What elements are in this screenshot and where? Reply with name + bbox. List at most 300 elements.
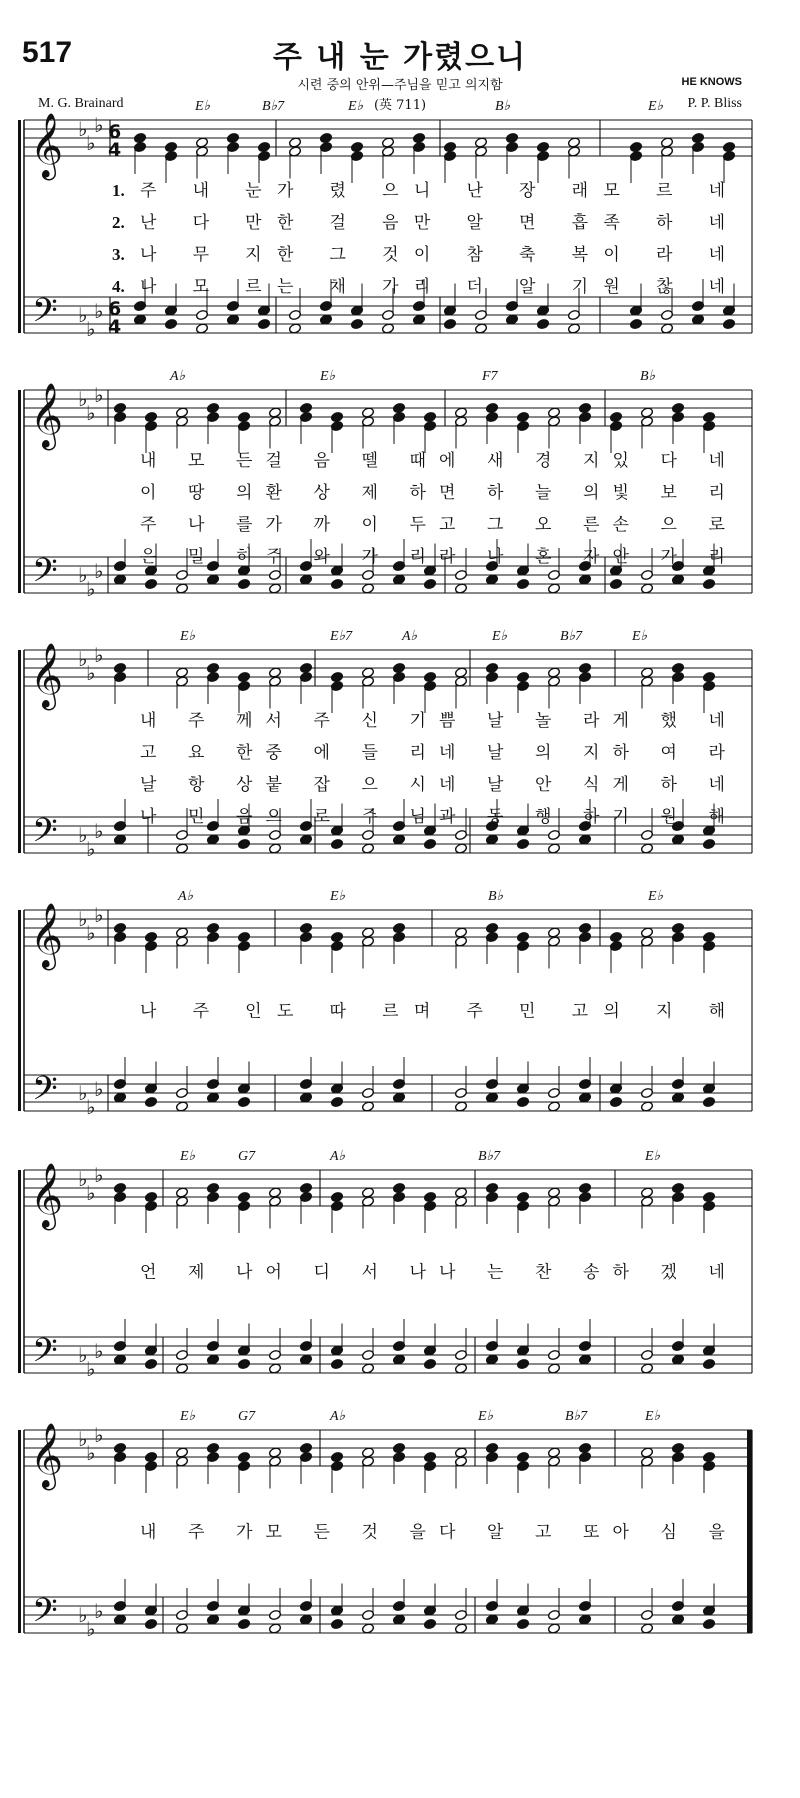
key-flat-icon: ♭ [94, 299, 104, 323]
quarter-note-head [113, 834, 126, 845]
key-flat-icon: ♭ [94, 1423, 104, 1447]
lyric-line: 나 모 르는 채 가리 더 알 기원 찮 네 [140, 277, 725, 297]
quarter-note-head [609, 1096, 622, 1107]
quarter-note-head [671, 1614, 684, 1625]
quarter-note-head [485, 1182, 498, 1193]
quarter-note-head [144, 931, 157, 942]
quarter-note-head [206, 1614, 219, 1625]
quarter-note-head [423, 578, 436, 589]
lyric-line: 언 제 나어 디 서 나나 는 찬 송하 겠 네 [140, 1262, 725, 1283]
chord-symbol: E♭ [348, 99, 364, 114]
quarter-note-head [578, 834, 591, 845]
quarter-note-head [609, 931, 622, 942]
key-flat-icon: ♭ [78, 387, 88, 411]
quarter-note-head [671, 574, 684, 585]
quarter-note-head [392, 834, 405, 845]
key-flat-icon: ♭ [94, 903, 104, 927]
half-note-head [640, 583, 653, 594]
quarter-note-head [206, 1442, 219, 1453]
treble-clef-icon: 𝄞 [30, 1163, 64, 1228]
quarter-note-head [392, 662, 405, 673]
bass-clef-icon: 𝄢 [32, 1332, 58, 1378]
quarter-note-head [578, 402, 591, 413]
quarter-note-head [485, 1092, 498, 1103]
quarter-note-head [671, 922, 684, 933]
half-note-head [268, 583, 281, 594]
quarter-note-head [299, 922, 312, 933]
bass-staff [24, 1579, 752, 1641]
quarter-note-head [113, 402, 126, 413]
bass-staff [24, 1057, 752, 1119]
chord-symbol: E♭ [180, 1149, 196, 1164]
key-flat-icon: ♭ [94, 559, 104, 583]
quarter-note-head [237, 838, 250, 849]
quarter-note-head [350, 318, 363, 329]
chord-symbol: E♭ [648, 889, 664, 904]
key-flat-icon: ♭ [94, 819, 104, 843]
half-note-head [268, 1447, 281, 1458]
half-note-head [547, 1363, 560, 1374]
quarter-note-head [702, 578, 715, 589]
chord-symbol: B♭7 [262, 99, 285, 114]
quarter-note-head [485, 574, 498, 585]
quarter-note-head [691, 314, 704, 325]
system-bracket [18, 1170, 21, 1373]
half-note-head [547, 1623, 560, 1634]
half-note-head [640, 667, 653, 678]
composer-credit: P. P. Bliss [687, 96, 742, 111]
quarter-note-head [516, 838, 529, 849]
half-note-head [175, 583, 188, 594]
lyric-line: 나 주 인도 따 르며 주 민 고의 지 해 [140, 1001, 725, 1022]
half-note-head [175, 843, 188, 854]
half-note-head [175, 1623, 188, 1634]
half-note-head [454, 667, 467, 678]
lyric-line: 고 요 한중 에 들 리네 날 의 지하 여 라 [140, 743, 725, 763]
half-note-head [268, 1623, 281, 1634]
quarter-note-head [237, 931, 250, 942]
lyric-line: 나 무 지한 그 것이 참 축 복이 라 네 [140, 245, 725, 265]
quarter-note-head [113, 922, 126, 933]
half-note-head [640, 1187, 653, 1198]
quarter-note-head [144, 411, 157, 422]
half-note-head [547, 1187, 560, 1198]
quarter-note-head [113, 1614, 126, 1625]
system-bracket [18, 650, 21, 853]
quarter-note-head [578, 574, 591, 585]
quarter-note-head [485, 922, 498, 933]
key-flat-icon: ♭ [94, 1339, 104, 1363]
quarter-note-head [423, 838, 436, 849]
half-note-head [454, 927, 467, 938]
time-signature-top: 6 [108, 298, 122, 320]
chord-symbol: E♭ [645, 1409, 661, 1424]
treble-clef-icon: 𝄞 [30, 113, 64, 178]
half-note-head [640, 843, 653, 854]
quarter-note-head [237, 1618, 250, 1629]
half-note-head [361, 1101, 374, 1112]
half-note-head [195, 323, 208, 334]
half-note-head [175, 1447, 188, 1458]
quarter-note-head [330, 838, 343, 849]
half-note-head [288, 137, 301, 148]
half-note-head [454, 1363, 467, 1374]
quarter-note-head [722, 141, 735, 152]
half-note-head [454, 1623, 467, 1634]
half-note-head [454, 1187, 467, 1198]
chord-symbol: B♭ [640, 369, 656, 384]
quarter-note-head [113, 574, 126, 585]
quarter-note-head [702, 1358, 715, 1369]
half-note-head [640, 1101, 653, 1112]
half-note-head [175, 667, 188, 678]
english-title-tag: HE KNOWS [681, 76, 742, 88]
system-bracket [18, 910, 21, 1111]
quarter-note-head [113, 1092, 126, 1103]
quarter-note-head [485, 662, 498, 673]
quarter-note-head [319, 314, 332, 325]
quarter-note-head [578, 1354, 591, 1365]
half-note-head [640, 1623, 653, 1634]
quarter-note-head [113, 1442, 126, 1453]
quarter-note-head [299, 1614, 312, 1625]
chord-symbol: F7 [482, 369, 498, 384]
quarter-note-head [578, 1442, 591, 1453]
quarter-note-head [516, 1618, 529, 1629]
quarter-note-head [392, 1354, 405, 1365]
quarter-note-head [423, 671, 436, 682]
chord-symbol: E♭ [648, 99, 664, 114]
key-flat-icon: ♭ [86, 577, 96, 601]
quarter-note-head [443, 141, 456, 152]
chord-symbol: A♭ [402, 629, 418, 644]
quarter-note-head [516, 1191, 529, 1202]
quarter-note-head [237, 1358, 250, 1369]
half-note-head [268, 667, 281, 678]
quarter-note-head [206, 1092, 219, 1103]
half-note-head [454, 1101, 467, 1112]
quarter-note-head [412, 314, 425, 325]
quarter-note-head [133, 314, 146, 325]
key-flat-icon: ♭ [86, 1357, 96, 1381]
half-note-head [175, 1363, 188, 1374]
half-note-head [361, 1363, 374, 1374]
key-flat-icon: ♭ [86, 1095, 96, 1119]
quarter-note-head [609, 411, 622, 422]
bass-clef-icon: 𝄢 [32, 812, 58, 858]
quarter-note-head [237, 1096, 250, 1107]
quarter-note-head [237, 411, 250, 422]
quarter-note-head [299, 1182, 312, 1193]
half-note-head [175, 407, 188, 418]
quarter-note-head [485, 1614, 498, 1625]
quarter-note-head [722, 318, 735, 329]
lyric-line: 나 민 음으 로 주 님과 동 행 하기 원 해 [140, 807, 725, 827]
half-note-head [381, 323, 394, 334]
key-flat-icon: ♭ [78, 1343, 88, 1367]
hymn-subtitle: 시련 중의 안위—주님을 믿고 의지함 [297, 78, 503, 93]
quarter-note-head [392, 402, 405, 413]
lyric-line: 내 모 든걸 음 뗄 때에 새 경 지있 다 네 [140, 451, 725, 471]
quarter-note-head [485, 834, 498, 845]
key-flat-icon: ♭ [86, 317, 96, 341]
chord-symbol: A♭ [330, 1149, 346, 1164]
quarter-note-head [237, 578, 250, 589]
key-flat-icon: ♭ [94, 643, 104, 667]
key-flat-icon: ♭ [86, 131, 96, 155]
time-signature-bottom: 4 [108, 139, 122, 161]
quarter-note-head [330, 1451, 343, 1462]
chord-symbol: E♭ [180, 629, 196, 644]
lyric-line: 은 밀 히주 와 가 리라 나 혼 자안 가 리 [140, 547, 725, 567]
treble-clef-icon: 𝄞 [30, 383, 64, 448]
quarter-note-head [164, 141, 177, 152]
half-note-head [361, 667, 374, 678]
quarter-note-head [578, 922, 591, 933]
chord-symbol: G7 [238, 1409, 256, 1424]
hymn-number: 517 [22, 36, 73, 69]
chord-symbol: E♭ [492, 629, 508, 644]
half-note-head [660, 137, 673, 148]
quarter-note-head [299, 402, 312, 413]
key-flat-icon: ♭ [78, 647, 88, 671]
quarter-note-head [516, 931, 529, 942]
quarter-note-head [516, 578, 529, 589]
key-flat-icon: ♭ [86, 1181, 96, 1205]
treble-clef-icon: 𝄞 [30, 643, 64, 708]
verse-number: 1. [112, 181, 125, 200]
half-note-head [547, 407, 560, 418]
chord-symbol: G7 [238, 1149, 256, 1164]
verse-number: 3. [112, 245, 125, 264]
half-note-head [547, 583, 560, 594]
quarter-note-head [609, 578, 622, 589]
key-flat-icon: ♭ [86, 921, 96, 945]
quarter-note-head [299, 1354, 312, 1365]
quarter-note-head [423, 411, 436, 422]
quarter-note-head [702, 1618, 715, 1629]
quarter-note-head [443, 318, 456, 329]
quarter-note-head [516, 1358, 529, 1369]
half-note-head [547, 927, 560, 938]
time-signature-bottom: 4 [108, 316, 122, 338]
key-flat-icon: ♭ [86, 401, 96, 425]
half-note-head [640, 927, 653, 938]
quarter-note-head [485, 1354, 498, 1365]
quarter-note-head [671, 1092, 684, 1103]
half-note-head [361, 407, 374, 418]
system-bracket [18, 120, 21, 333]
half-note-head [547, 1101, 560, 1112]
quarter-note-head [330, 578, 343, 589]
chord-symbol: B♭ [488, 889, 504, 904]
quarter-note-head [164, 318, 177, 329]
half-note-head [454, 583, 467, 594]
quarter-note-head [257, 318, 270, 329]
chord-symbol: B♭7 [478, 1149, 501, 1164]
quarter-note-head [237, 1191, 250, 1202]
quarter-note-head [485, 1442, 498, 1453]
quarter-note-head [113, 1182, 126, 1193]
quarter-note-head [257, 141, 270, 152]
half-note-head [361, 843, 374, 854]
quarter-note-head [702, 1191, 715, 1202]
quarter-note-head [578, 1092, 591, 1103]
half-note-head [361, 583, 374, 594]
quarter-note-head [299, 574, 312, 585]
quarter-note-head [330, 411, 343, 422]
quarter-note-head [516, 411, 529, 422]
key-flat-icon: ♭ [78, 907, 88, 931]
quarter-note-head [144, 1096, 157, 1107]
english-reference: (英 711) [373, 98, 427, 113]
quarter-note-head [702, 838, 715, 849]
quarter-note-head [144, 578, 157, 589]
quarter-note-head [671, 834, 684, 845]
lyric-line: 내 주 께서 주 신 기쁨 날 놀 라게 했 네 [140, 711, 725, 731]
quarter-note-head [330, 1358, 343, 1369]
chord-symbol: E♭ [645, 1149, 661, 1164]
half-note-head [175, 927, 188, 938]
half-note-head [361, 1447, 374, 1458]
chord-symbol: E♭ [632, 629, 648, 644]
chord-symbol: E♭ [195, 99, 211, 114]
quarter-note-head [299, 662, 312, 673]
quarter-note-head [144, 1451, 157, 1462]
half-note-head [268, 843, 281, 854]
hymn-title: 주 내 눈 가렸으니 [272, 40, 528, 75]
quarter-note-head [113, 1354, 126, 1365]
bass-clef-icon: 𝄢 [32, 1070, 58, 1116]
chord-symbol: E♭ [180, 1409, 196, 1424]
quarter-note-head [206, 922, 219, 933]
half-note-head [268, 1187, 281, 1198]
quarter-note-head [691, 132, 704, 143]
half-note-head [361, 1623, 374, 1634]
half-note-head [268, 407, 281, 418]
quarter-note-head [702, 1451, 715, 1462]
quarter-note-head [144, 1191, 157, 1202]
half-note-head [268, 1363, 281, 1374]
quarter-note-head [536, 141, 549, 152]
quarter-note-head [578, 1182, 591, 1193]
half-note-head [567, 323, 580, 334]
treble-staff [24, 1423, 752, 1493]
quarter-note-head [144, 1618, 157, 1629]
quarter-note-head [536, 318, 549, 329]
quarter-note-head [206, 662, 219, 673]
quarter-note-head [392, 1182, 405, 1193]
half-note-head [454, 843, 467, 854]
key-flat-icon: ♭ [94, 1077, 104, 1101]
chord-symbol: B♭ [495, 99, 511, 114]
quarter-note-head [392, 1092, 405, 1103]
quarter-note-head [505, 132, 518, 143]
quarter-note-head [671, 1354, 684, 1365]
quarter-note-head [206, 1182, 219, 1193]
key-flat-icon: ♭ [78, 1167, 88, 1191]
quarter-note-head [226, 132, 239, 143]
quarter-note-head [206, 1354, 219, 1365]
quarter-note-head [629, 318, 642, 329]
bass-staff [24, 1319, 752, 1381]
half-note-head [361, 927, 374, 938]
lyric-line: 주 나 를가 까 이 두고 그 오 른손 으 로 [140, 515, 725, 535]
bass-clef-icon: 𝄢 [32, 292, 58, 338]
treble-clef-icon: 𝄞 [30, 1423, 64, 1488]
key-flat-icon: ♭ [78, 117, 88, 141]
key-flat-icon: ♭ [86, 1617, 96, 1641]
quarter-note-head [392, 1442, 405, 1453]
half-note-head [288, 323, 301, 334]
quarter-note-head [237, 671, 250, 682]
quarter-note-head [392, 574, 405, 585]
quarter-note-head [144, 1358, 157, 1369]
verse-number: 4. [112, 277, 125, 296]
quarter-note-head [330, 671, 343, 682]
quarter-note-head [702, 671, 715, 682]
half-note-head [195, 137, 208, 148]
key-flat-icon: ♭ [78, 1081, 88, 1105]
lyric-line: 날 항 상붙 잡 으 시네 날 안 식게 하 네 [140, 775, 725, 795]
quarter-note-head [629, 141, 642, 152]
bass-clef-icon: 𝄢 [32, 552, 58, 598]
treble-staff [24, 383, 752, 453]
half-note-head [547, 667, 560, 678]
system-bracket [18, 1430, 21, 1633]
quarter-note-head [505, 314, 518, 325]
key-flat-icon: ♭ [86, 1441, 96, 1465]
lyric-line: 주 내 눈가 렸 으니 난 장 래모 르 네 [140, 181, 725, 201]
chord-symbol: B♭7 [560, 629, 583, 644]
quarter-note-head [702, 931, 715, 942]
quarter-note-head [299, 834, 312, 845]
quarter-note-head [237, 1451, 250, 1462]
quarter-note-head [133, 132, 146, 143]
half-note-head [640, 1447, 653, 1458]
chord-symbol: E♭ [330, 889, 346, 904]
half-note-head [474, 323, 487, 334]
quarter-note-head [578, 662, 591, 673]
quarter-note-head [412, 132, 425, 143]
lyric-line: 난 다 만한 걸 음만 알 면 흡족 하 네 [140, 213, 725, 233]
quarter-note-head [671, 1182, 684, 1193]
half-note-head [175, 1101, 188, 1112]
chord-symbol: E♭7 [330, 629, 353, 644]
half-note-head [547, 843, 560, 854]
lyric-line: 이 땅 의환 상 제 하면 하 늘 의빛 보 리 [140, 483, 725, 503]
key-flat-icon: ♭ [78, 823, 88, 847]
half-note-head [547, 1447, 560, 1458]
quarter-note-head [671, 1442, 684, 1453]
quarter-note-head [330, 1618, 343, 1629]
lyric-line: 내 주 가모 든 것 을다 알 고 또아 심 을 [140, 1522, 725, 1543]
quarter-note-head [516, 1096, 529, 1107]
key-flat-icon: ♭ [78, 303, 88, 327]
quarter-note-head [423, 1618, 436, 1629]
quarter-note-head [226, 314, 239, 325]
key-flat-icon: ♭ [78, 1603, 88, 1627]
treble-staff [24, 903, 752, 973]
chord-symbol: E♭ [320, 369, 336, 384]
key-flat-icon: ♭ [86, 661, 96, 685]
quarter-note-head [206, 574, 219, 585]
quarter-note-head [671, 402, 684, 413]
quarter-note-head [330, 1096, 343, 1107]
lyricist-credit: M. G. Brainard [38, 96, 124, 111]
treble-staff [24, 643, 752, 713]
quarter-note-head [702, 411, 715, 422]
